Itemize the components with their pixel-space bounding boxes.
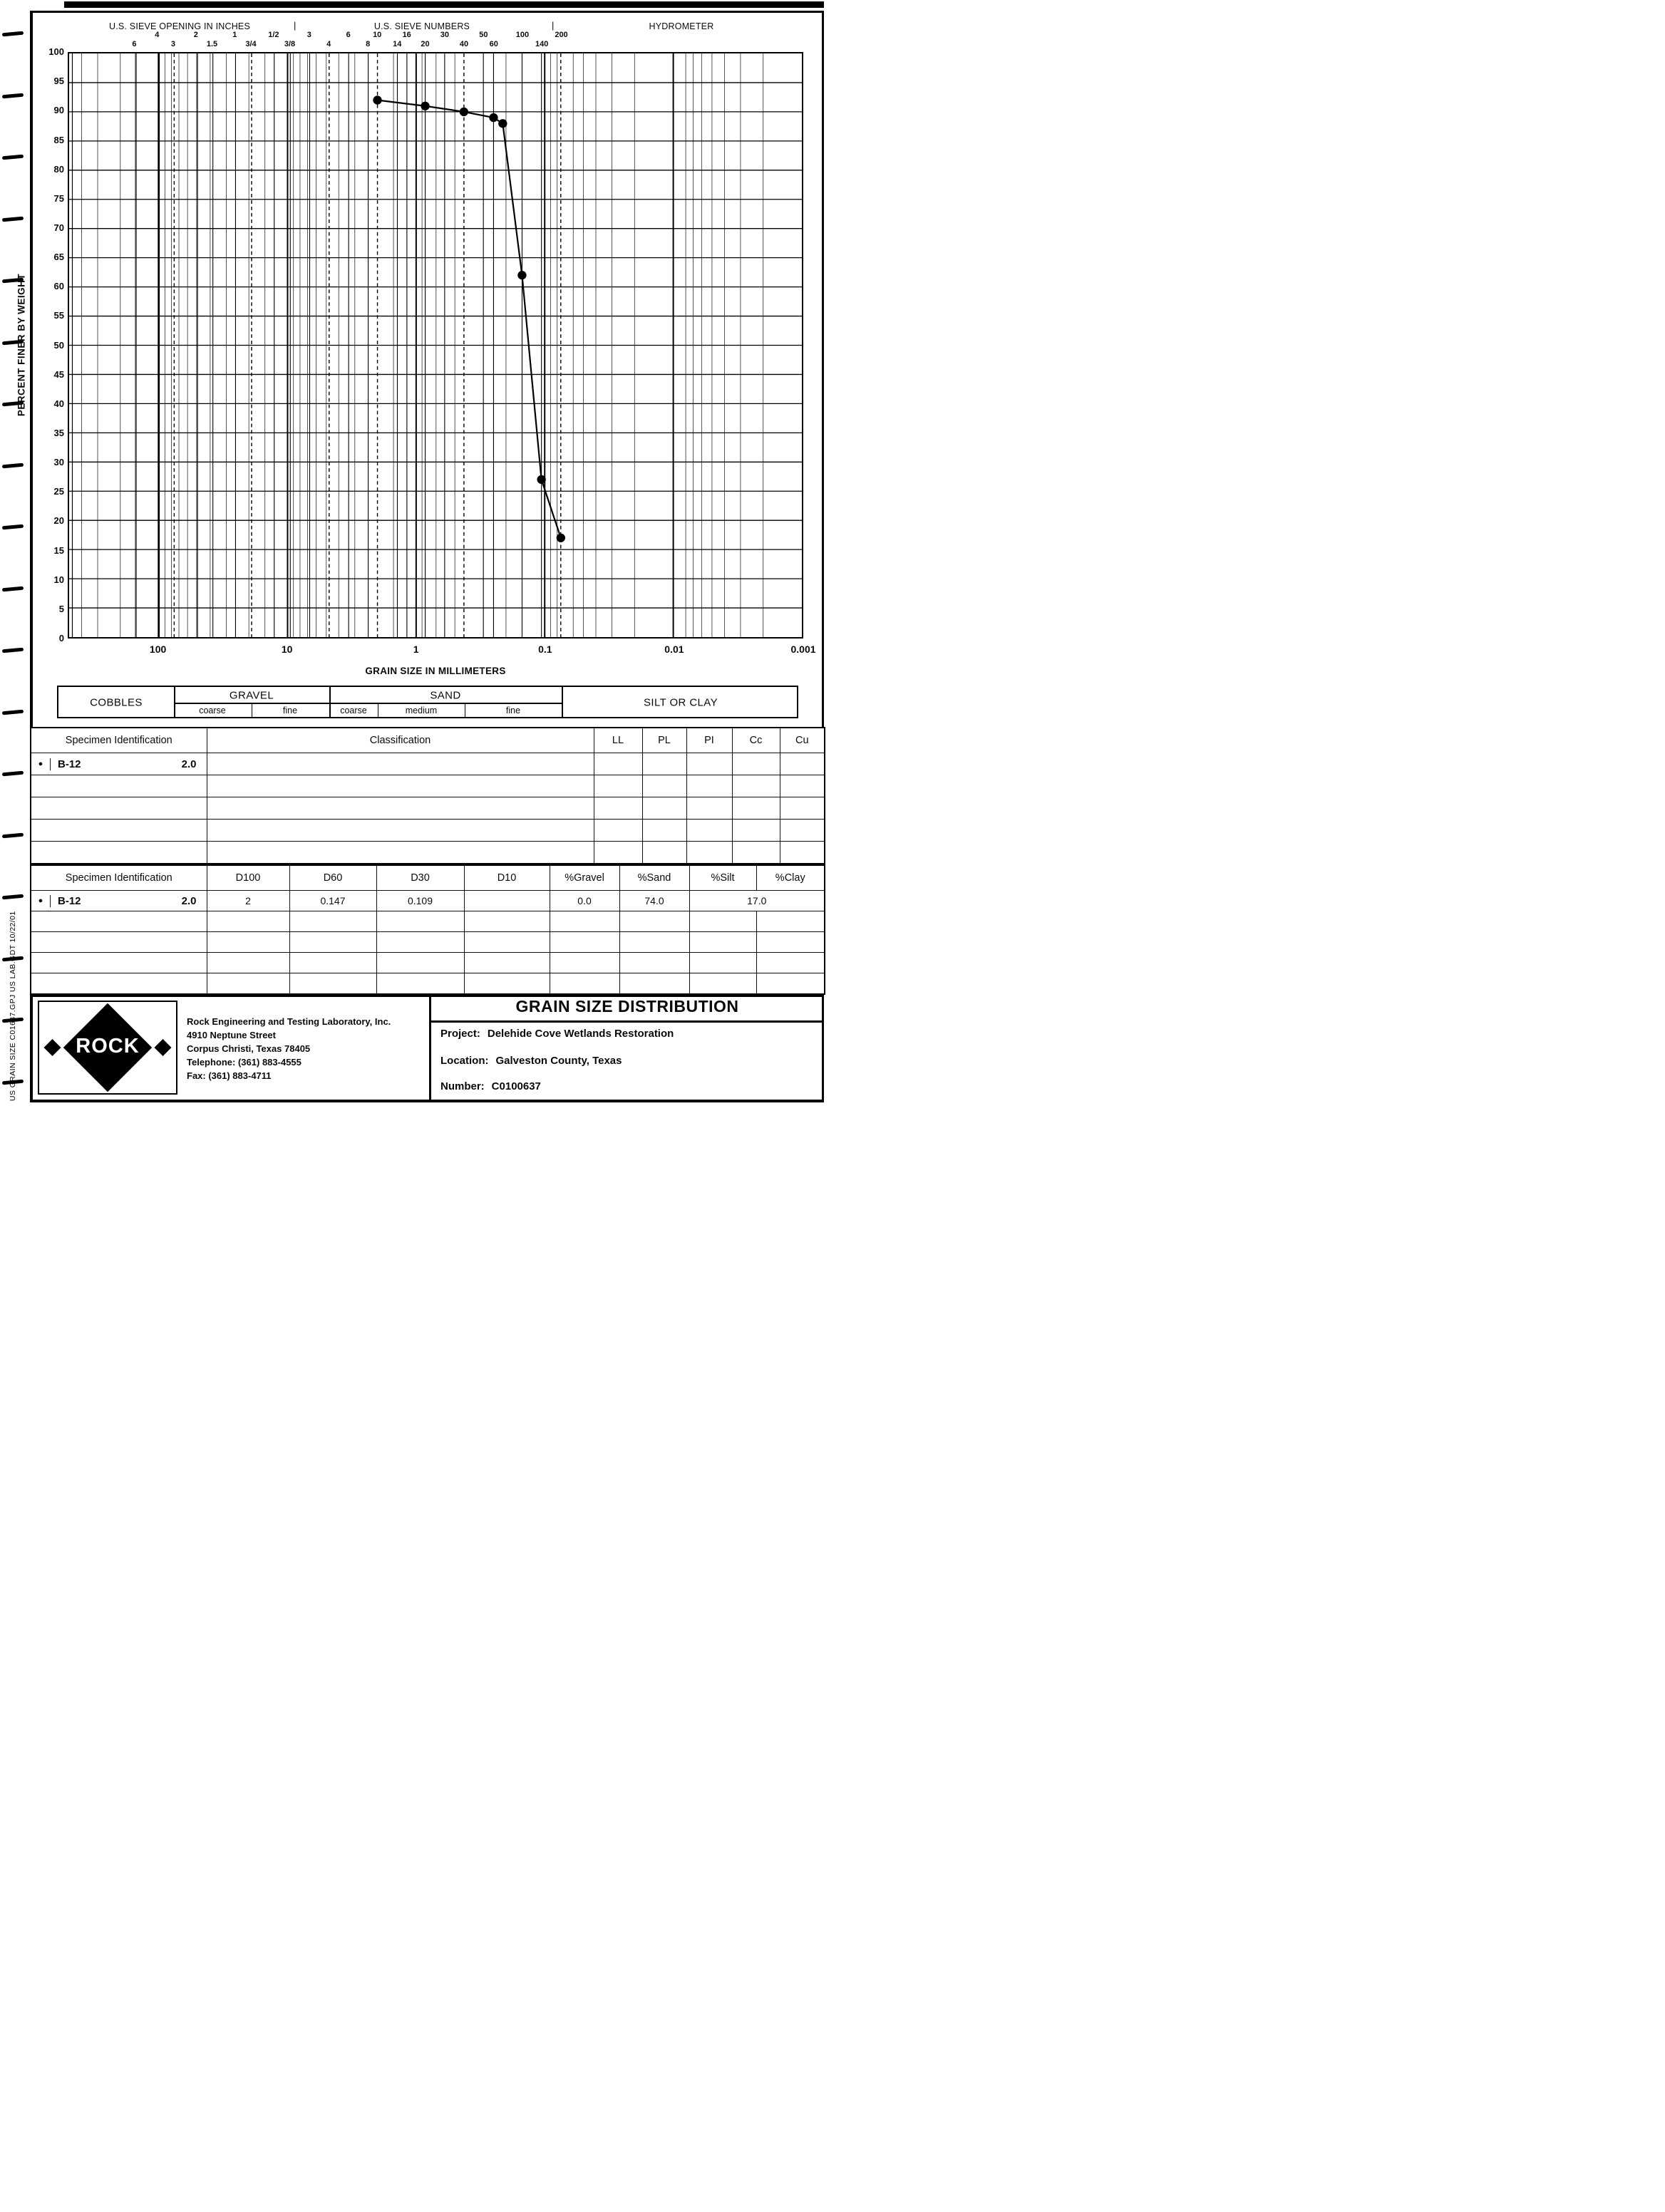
sieve-size-label: 6 [132, 40, 137, 48]
empty-cell [594, 775, 642, 797]
scan-edge-mark [2, 524, 24, 530]
cell-d60: 0.147 [289, 891, 376, 911]
y-tick-label: 80 [53, 163, 64, 175]
sieve-size-label: 4 [155, 31, 160, 39]
empty-cell [289, 932, 376, 953]
company-telephone: Telephone: (361) 883-4555 [187, 1057, 301, 1068]
class-sand: SAND [430, 689, 461, 702]
class-sand-medium: medium [405, 706, 438, 715]
class-cobbles: COBBLES [90, 696, 143, 709]
empty-cell [619, 911, 689, 932]
column-header: D10 [464, 865, 550, 891]
x-tick-label: 100 [149, 644, 167, 655]
x-tick-label: 0.01 [664, 644, 684, 655]
x-tick-label: 0.1 [538, 644, 552, 655]
cell-percent-sand: 74.0 [619, 891, 689, 911]
project-label: Project: [440, 1028, 480, 1040]
empty-cell [289, 911, 376, 932]
soil-classification-bar [57, 686, 798, 718]
empty-cell [207, 797, 594, 820]
empty-cell [619, 953, 689, 973]
cell-classification [207, 753, 594, 775]
logo-word: ROCK [76, 1034, 140, 1058]
empty-cell [594, 797, 642, 820]
empty-cell [689, 953, 756, 973]
data-point [498, 119, 507, 128]
scanned-report-page [0, 0, 832, 1106]
scan-edge-mark [2, 31, 24, 37]
scan-edge-mark [2, 710, 24, 715]
empty-cell [780, 775, 825, 797]
column-header: D100 [207, 865, 289, 891]
class-sand-fine: fine [505, 706, 521, 715]
empty-cell [686, 797, 732, 820]
y-tick-label: 5 [58, 603, 64, 614]
grain-size-curve-svg [69, 53, 802, 637]
sieve-size-label: 3 [306, 31, 311, 39]
empty-cell [756, 953, 825, 973]
empty-cell [207, 842, 594, 864]
empty-cell [642, 797, 686, 820]
scan-edge-mark [2, 217, 24, 222]
sieve-size-label: 1.5 [206, 40, 218, 48]
empty-cell [594, 842, 642, 864]
empty-cell [550, 932, 619, 953]
empty-cell [207, 911, 289, 932]
divider [378, 703, 379, 718]
y-tick-label: 100 [48, 46, 64, 57]
report-title: GRAIN SIZE DISTRIBUTION [515, 997, 739, 1015]
empty-cell [376, 953, 464, 973]
empty-cell [376, 911, 464, 932]
cell-cu [780, 753, 825, 775]
empty-cell [780, 842, 825, 864]
empty-table-row [31, 932, 825, 953]
column-header: PI [686, 728, 732, 753]
table-row [31, 753, 825, 775]
empty-cell [550, 973, 619, 994]
divider [174, 703, 563, 704]
empty-cell [207, 775, 594, 797]
class-gravel-coarse: coarse [199, 706, 226, 715]
column-header: Specimen Identification [31, 728, 207, 753]
empty-cell [207, 932, 289, 953]
sieve-size-label: 60 [489, 40, 498, 48]
x-tick-label: 10 [281, 644, 293, 655]
table-header-row [31, 865, 825, 891]
scan-edge-mark [2, 155, 24, 160]
location-row [440, 1055, 622, 1067]
column-header: Cc [732, 728, 780, 753]
empty-cell [376, 932, 464, 953]
y-tick-label: 10 [53, 574, 64, 585]
class-silt-or-clay: SILT OR CLAY [644, 696, 718, 709]
cell-specimen [31, 932, 207, 953]
top-axis-group-hydrometer: HYDROMETER [649, 21, 714, 31]
empty-cell [689, 973, 756, 994]
data-point [517, 271, 526, 279]
sieve-size-label: 8 [366, 40, 371, 48]
empty-cell [642, 842, 686, 864]
project-value: Delehide Cove Wetlands Restoration [487, 1028, 674, 1040]
sidebar-file-stamp: US GRAIN SIZE C01637.GPJ US LAB.GDT 10/22/01 [9, 911, 17, 1101]
empty-cell [619, 932, 689, 953]
location-value: Galveston County, Texas [495, 1055, 622, 1067]
cell-pi [686, 753, 732, 775]
cell-d100: 2 [207, 891, 289, 911]
divider [562, 687, 563, 717]
cell-specimen [31, 891, 207, 911]
company-address-city: Corpus Christi, Texas 78405 [187, 1043, 311, 1054]
empty-cell [756, 973, 825, 994]
company-address-street: 4910 Neptune Street [187, 1030, 276, 1040]
table-header-row [31, 728, 825, 753]
company-fax: Fax: (361) 883-4711 [187, 1070, 272, 1081]
divider [174, 687, 175, 717]
empty-table-row [31, 842, 825, 864]
company-name: Rock Engineering and Testing Laboratory, Inc. [187, 1016, 391, 1027]
cell-specimen [31, 953, 207, 973]
number-value: C0100637 [491, 1080, 541, 1092]
divider [465, 703, 466, 718]
empty-cell [686, 775, 732, 797]
empty-cell [642, 775, 686, 797]
data-point [489, 113, 498, 122]
scan-edge-mark [2, 586, 24, 592]
sieve-size-label: 50 [479, 31, 488, 39]
sieve-size-label: 40 [459, 40, 469, 48]
top-axis-separator-1: | [294, 20, 297, 31]
column-header: D60 [289, 865, 376, 891]
data-point [460, 108, 468, 116]
y-axis-title: PERCENT FINER BY WEIGHT [16, 273, 27, 417]
column-header: PL [642, 728, 686, 753]
cell-specimen [31, 820, 207, 842]
empty-cell [732, 820, 780, 842]
sieve-size-label: 100 [515, 31, 530, 39]
y-tick-label: 85 [53, 134, 64, 145]
cell-specimen [31, 842, 207, 864]
y-tick-label: 75 [53, 192, 64, 204]
y-tick-label: 55 [53, 310, 64, 321]
y-tick-label: 50 [53, 339, 64, 351]
sieve-size-label: 16 [402, 31, 411, 39]
column-header: LL [594, 728, 642, 753]
empty-cell [289, 973, 376, 994]
column-header: %Clay [756, 865, 825, 891]
column-header: Cu [780, 728, 825, 753]
empty-cell [732, 775, 780, 797]
cell-d30: 0.109 [376, 891, 464, 911]
sieve-size-label: 3 [170, 40, 175, 48]
column-header: %Silt [689, 865, 756, 891]
empty-cell [756, 911, 825, 932]
x-tick-label: 1 [413, 644, 419, 655]
sieve-size-label: 30 [440, 31, 450, 39]
empty-cell [594, 820, 642, 842]
divider [329, 687, 331, 717]
data-point [557, 534, 565, 542]
cell-specimen [31, 973, 207, 994]
empty-cell [619, 973, 689, 994]
empty-table-row [31, 911, 825, 932]
cell-percent-silt-clay: 17.0 [689, 891, 825, 911]
project-row [440, 1028, 674, 1040]
specimen-classification-table [30, 727, 825, 864]
x-axis-title: GRAIN SIZE IN MILLIMETERS [365, 666, 506, 676]
empty-cell [464, 953, 550, 973]
sieve-size-label: 20 [421, 40, 430, 48]
empty-cell [689, 932, 756, 953]
column-header: Specimen Identification [31, 865, 207, 891]
class-gravel-fine: fine [282, 706, 298, 715]
sieve-size-label: 3/8 [284, 40, 296, 48]
cell-specimen [31, 797, 207, 820]
sieve-size-label: 14 [393, 40, 402, 48]
empty-cell [732, 797, 780, 820]
table-row [31, 891, 825, 911]
cell-specimen [31, 775, 207, 797]
empty-cell [756, 932, 825, 953]
data-point [373, 95, 381, 104]
empty-cell [207, 953, 289, 973]
sieve-size-label: 200 [555, 31, 568, 39]
empty-cell [642, 820, 686, 842]
sieve-size-label: 3/4 [245, 40, 257, 48]
sieve-size-label: 140 [535, 40, 549, 48]
cell-d10 [464, 891, 550, 911]
column-header: Classification [207, 728, 594, 753]
empty-cell [376, 973, 464, 994]
specimen-bullet: ● [31, 758, 51, 770]
empty-table-row [31, 820, 825, 842]
y-tick-label: 70 [53, 222, 64, 233]
cell-percent-gravel: 0.0 [550, 891, 619, 911]
class-sand-coarse: coarse [340, 706, 367, 715]
scan-edge-mark [2, 771, 24, 777]
sieve-size-label: 4 [326, 40, 331, 48]
specimen-depth: 2.0 [181, 758, 197, 770]
empty-cell [550, 911, 619, 932]
data-point [421, 102, 429, 110]
y-tick-label: 95 [53, 76, 64, 87]
empty-table-row [31, 797, 825, 820]
empty-cell [686, 820, 732, 842]
location-label: Location: [440, 1055, 489, 1067]
empty-cell [732, 842, 780, 864]
cell-cc [732, 753, 780, 775]
y-tick-label: 40 [53, 398, 64, 409]
y-tick-label: 45 [53, 368, 64, 380]
sieve-size-label: 10 [373, 31, 382, 39]
empty-cell [689, 911, 756, 932]
cell-ll [594, 753, 642, 775]
specimen-depth: 2.0 [181, 894, 197, 907]
data-point [537, 475, 545, 484]
sieve-size-label: 6 [346, 31, 351, 39]
empty-table-row [31, 973, 825, 994]
empty-cell [686, 842, 732, 864]
gradation-curve [378, 100, 561, 537]
empty-cell [780, 820, 825, 842]
divider [252, 703, 253, 718]
scan-artifact-top-bar [64, 1, 824, 8]
gradation-results-table [30, 864, 825, 995]
y-tick-label: 90 [53, 105, 64, 116]
company-logo [38, 1001, 177, 1095]
number-label: Number: [440, 1080, 485, 1092]
empty-cell [207, 973, 289, 994]
y-tick-label: 0 [58, 633, 64, 644]
empty-table-row [31, 953, 825, 973]
specimen-id: B-12 [58, 758, 81, 770]
empty-cell [780, 797, 825, 820]
empty-cell [464, 932, 550, 953]
column-header: %Gravel [550, 865, 619, 891]
cell-pl [642, 753, 686, 775]
empty-cell [464, 973, 550, 994]
y-tick-label: 15 [53, 544, 64, 556]
grain-size-plot [68, 52, 803, 639]
class-gravel: GRAVEL [229, 689, 274, 702]
top-axis-group-sieve-inches: U.S. SIEVE OPENING IN INCHES [108, 21, 251, 31]
empty-cell [289, 953, 376, 973]
number-row [440, 1080, 541, 1092]
top-axis-separator-2: | [552, 20, 555, 31]
empty-cell [550, 953, 619, 973]
column-header: D30 [376, 865, 464, 891]
cell-specimen [31, 911, 207, 932]
y-tick-label: 65 [53, 252, 64, 262]
cell-specimen [31, 753, 207, 775]
sieve-size-label: 2 [193, 31, 198, 39]
column-header: %Sand [619, 865, 689, 891]
scan-edge-mark [2, 648, 24, 653]
y-tick-label: 25 [53, 486, 64, 497]
x-tick-label: 0.001 [790, 644, 816, 655]
y-tick-label: 30 [53, 457, 64, 468]
specimen-id: B-12 [58, 894, 81, 907]
sieve-size-label: 1 [232, 31, 237, 39]
scan-edge-mark [2, 463, 24, 469]
top-axis-group-sieve-numbers: U.S. SIEVE NUMBERS [373, 21, 470, 31]
y-tick-label: 35 [53, 428, 64, 438]
scan-edge-mark [2, 93, 24, 99]
specimen-bullet: ● [31, 895, 51, 907]
empty-cell [464, 911, 550, 932]
y-tick-label: 60 [53, 281, 64, 292]
empty-table-row [31, 775, 825, 797]
sieve-size-label: 1/2 [268, 31, 279, 39]
title-underline [431, 1020, 824, 1023]
empty-cell [207, 820, 594, 842]
y-tick-label: 20 [53, 515, 64, 527]
